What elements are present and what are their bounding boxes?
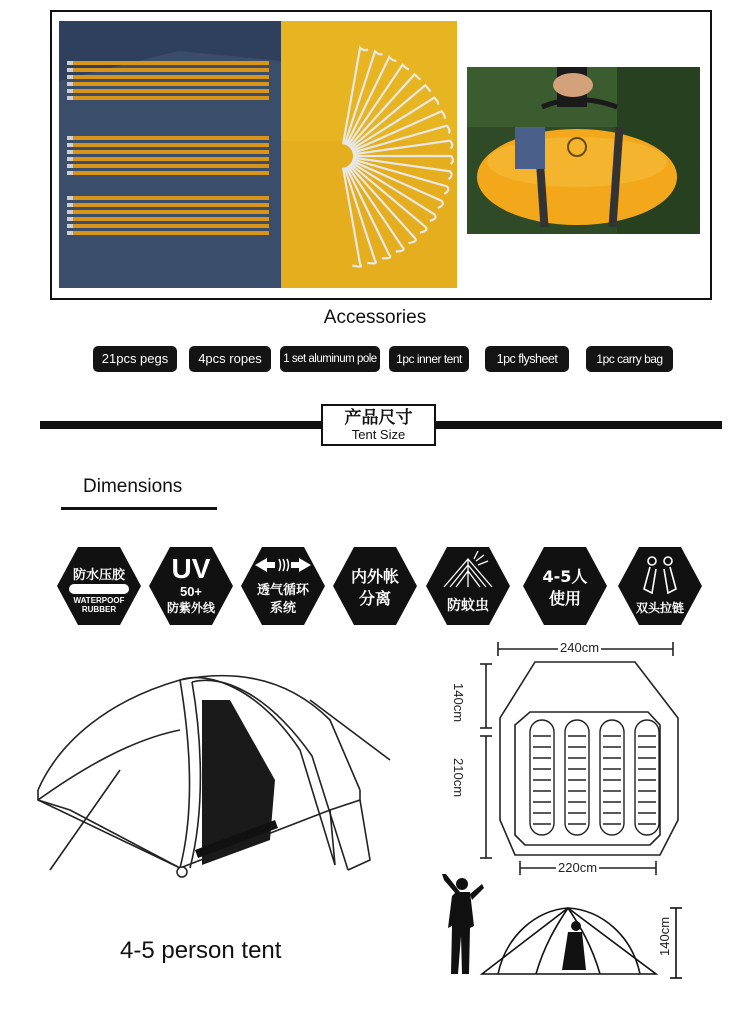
tent-pole bbox=[69, 61, 269, 65]
feature-capacity-cn2: 使用 bbox=[548, 589, 581, 608]
floor-vestibule-depth: 140cm bbox=[451, 683, 466, 723]
pole-ferrule bbox=[67, 217, 73, 221]
feature-ventilation bbox=[241, 547, 325, 625]
carry-bag-image bbox=[467, 67, 700, 234]
pole-ferrule bbox=[67, 96, 73, 100]
accessory-pill-pegs: 21pcs pegs bbox=[93, 346, 177, 372]
sleeping-bag bbox=[530, 720, 554, 835]
feature-ventilation-cn2: 系统 bbox=[269, 601, 296, 616]
feature-waterproof-en2: RUBBER bbox=[81, 605, 117, 614]
tent-pegs-image bbox=[281, 21, 457, 288]
person-silhouette bbox=[442, 874, 484, 974]
pole-ferrule bbox=[67, 82, 73, 86]
tent-size-badge-cn: 产品尺寸 bbox=[344, 408, 413, 428]
section-divider-right bbox=[436, 421, 722, 429]
tent-poles-image bbox=[59, 21, 281, 288]
tent-pole bbox=[69, 75, 269, 79]
sleeping-bag bbox=[600, 720, 624, 835]
accessory-pill-pole: 1 set aluminum pole bbox=[280, 346, 380, 372]
feature-mosquito-cn: 防蚊虫 bbox=[447, 598, 489, 614]
tent-size-badge bbox=[321, 404, 436, 446]
pole-ferrule bbox=[67, 231, 73, 235]
tent-caption: 4-5 person tent bbox=[120, 937, 282, 964]
feature-double-layer bbox=[333, 547, 417, 625]
floor-plan-diagram bbox=[470, 640, 690, 880]
pole-ferrule bbox=[67, 210, 73, 214]
floor-width-bottom: 220cm bbox=[558, 860, 598, 875]
pole-ferrule bbox=[67, 224, 73, 228]
tent-pole bbox=[69, 150, 269, 154]
accessories-title: Accessories bbox=[323, 307, 427, 328]
pole-ferrule bbox=[67, 75, 73, 79]
tent-pole bbox=[69, 89, 269, 93]
tent-pole bbox=[69, 217, 269, 221]
feature-mosquito bbox=[426, 547, 510, 625]
pole-ferrule bbox=[67, 196, 73, 200]
carry-bag-photo bbox=[467, 67, 700, 234]
pole-ferrule bbox=[67, 61, 73, 65]
accessory-pill-ropes: 4pcs ropes bbox=[189, 346, 271, 372]
feature-double-layer-cn1: 内外帐 bbox=[350, 567, 399, 586]
pole-ferrule bbox=[67, 89, 73, 93]
waterproof-tape-icon bbox=[69, 584, 129, 594]
feature-waterproof bbox=[57, 547, 141, 625]
dimensions-heading: Dimensions bbox=[83, 476, 183, 497]
feature-waterproof-cn: 防水压胶 bbox=[72, 568, 125, 583]
accessory-pill-flysheet: 1pc flysheet bbox=[485, 346, 569, 372]
tent-pole bbox=[69, 157, 269, 161]
tent-line-drawing bbox=[30, 660, 430, 890]
dimensions-underline bbox=[61, 507, 217, 510]
sleeping-bag bbox=[565, 720, 589, 835]
height-comparison-diagram bbox=[436, 866, 686, 986]
feature-waterproof-en1: WATERPOOF bbox=[73, 596, 125, 605]
height-label: 140cm bbox=[657, 916, 672, 956]
tent-pole bbox=[69, 196, 269, 200]
section-divider-left bbox=[40, 421, 322, 429]
pegs-photo bbox=[281, 21, 457, 288]
pole-ferrule bbox=[67, 150, 73, 154]
feature-double-zipper bbox=[618, 547, 702, 625]
pole-ferrule bbox=[67, 136, 73, 140]
feature-uv-main: UV bbox=[171, 553, 211, 584]
tent-pole bbox=[69, 171, 269, 175]
tent-pole bbox=[69, 82, 269, 86]
tent-pole bbox=[69, 164, 269, 168]
tent-pole bbox=[69, 210, 269, 214]
tent-pole bbox=[69, 136, 269, 140]
accessory-pill-carry-bag: 1pc carry bag bbox=[586, 346, 673, 372]
feature-double-zipper-cn: 双头拉链 bbox=[635, 601, 684, 615]
pole-ferrule bbox=[67, 157, 73, 161]
feature-ventilation-cn1: 透气循环 bbox=[256, 583, 309, 598]
pole-ferrule bbox=[67, 68, 73, 72]
tent-pole bbox=[69, 68, 269, 72]
poles-photo bbox=[59, 21, 281, 288]
pole-ferrule bbox=[67, 164, 73, 168]
pole-ferrule bbox=[67, 203, 73, 207]
feature-uv-sub: 50+ bbox=[179, 584, 203, 599]
feature-uv bbox=[149, 547, 233, 625]
tent-pole bbox=[69, 224, 269, 228]
feature-uv-cn: 防紫外线 bbox=[166, 601, 215, 615]
feature-capacity-cn1: 4-5人 bbox=[542, 567, 588, 586]
feature-capacity bbox=[523, 547, 607, 625]
floor-width-top: 240cm bbox=[560, 640, 600, 655]
tent-pole bbox=[69, 143, 269, 147]
tent-pole bbox=[69, 203, 269, 207]
tent-size-badge-en: Tent Size bbox=[351, 427, 406, 442]
accessory-pill-inner-tent: 1pc inner tent bbox=[389, 346, 469, 372]
sleeping-bag bbox=[635, 720, 659, 835]
floor-inner-length: 210cm bbox=[451, 758, 466, 798]
feature-double-layer-cn2: 分离 bbox=[358, 589, 391, 608]
tent-pole bbox=[69, 231, 269, 235]
person-inside-tent bbox=[562, 921, 586, 970]
pole-ferrule bbox=[67, 143, 73, 147]
tent-pole bbox=[69, 96, 269, 100]
pole-ferrule bbox=[67, 171, 73, 175]
